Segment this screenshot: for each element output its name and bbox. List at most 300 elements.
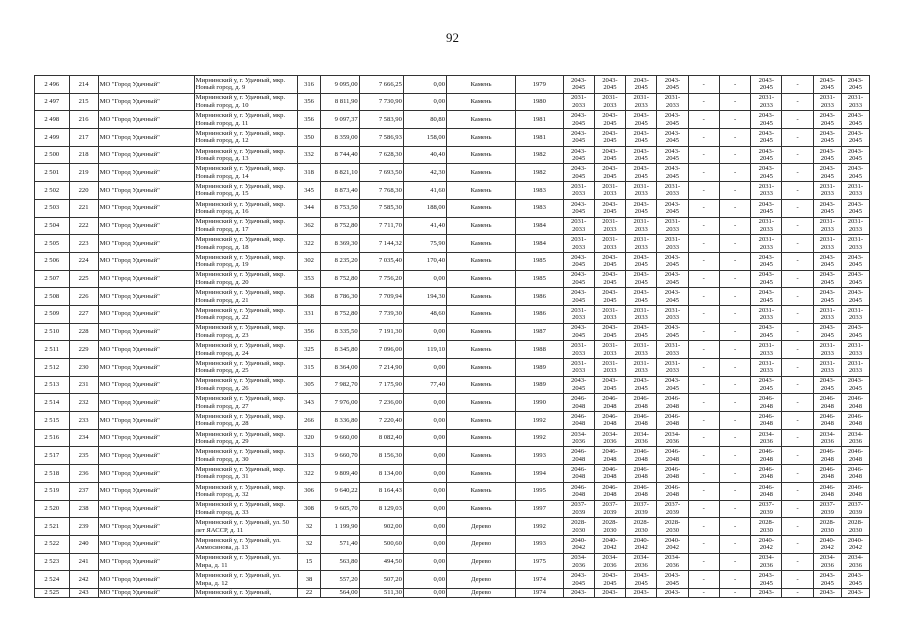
cell-municipality: МО "Город Удачный" [98,93,194,111]
cell-residents: 368 [298,288,321,306]
cell-work-period-2: 2046-2048 [594,482,625,500]
cell-total-area: 8 753,50 [320,199,359,217]
cell-wall-material: Камень [447,76,516,94]
cell-object-number: 237 [69,482,98,500]
cell-address: Мирнинский у, г. Удачный, мкр. Новый город, д. 18 [194,235,298,253]
cell-residents: 302 [298,252,321,270]
table-row [35,288,870,306]
cell-address: Мирнинский у, г. Удачный, мкр. Новый город, д. 19 [194,252,298,270]
cell-nonresidential-area: 119,10 [403,341,446,359]
cell-work-period-5: - [688,429,719,447]
cell-work-period-5: - [688,412,719,430]
cell-living-area: 8 129,03 [359,500,403,518]
cell-year-built: 1982 [516,164,563,182]
table-row [35,323,870,341]
cell-work-period-5: - [688,394,719,412]
cell-row-number: 2 507 [35,270,70,288]
cell-year-built: 1974 [516,571,563,589]
cell-wall-material: Камень [447,323,516,341]
cell-work-period-10: 2043-2045 [841,252,869,270]
cell-nonresidential-area: 42,30 [403,164,446,182]
cell-work-period-9: 2046-2048 [813,412,841,430]
cell-address: Мирнинский у, г. Удачный, [194,588,298,597]
cell-work-period-8: - [782,305,813,323]
cell-work-period-10: 2031-2033 [841,182,869,200]
cell-work-period-7: 2040-2042 [751,535,782,553]
table-body [35,76,870,598]
cell-living-area: 7 586,93 [359,129,403,147]
cell-object-number: 215 [69,93,98,111]
cell-work-period-10: 2031-2033 [841,217,869,235]
cell-work-period-6: - [719,465,750,483]
cell-residents: 322 [298,465,321,483]
cell-nonresidential-area: 0,00 [403,553,446,571]
cell-work-period-8: - [782,429,813,447]
table-row [35,394,870,412]
cell-work-period-4: 2043-2045 [657,199,688,217]
cell-work-period-3: 2046-2048 [626,482,657,500]
cell-nonresidential-area: 188,00 [403,199,446,217]
cell-work-period-5: - [688,465,719,483]
cell-work-period-8: - [782,164,813,182]
cell-work-period-1: 2031-2033 [563,359,594,377]
cell-address: Мирнинский у, г. Удачный, мкр. Новый город, д. 10 [194,93,298,111]
cell-wall-material: Камень [447,270,516,288]
table-row [35,111,870,129]
table-row [35,164,870,182]
cell-nonresidential-area: 0,00 [403,500,446,518]
cell-work-period-9: 2028-2030 [813,518,841,536]
cell-work-period-2: 2043-2045 [594,164,625,182]
cell-living-area: 7 035,40 [359,252,403,270]
cell-address: Мирнинский у, г. Удачный, мкр. Новый город, д. 14 [194,164,298,182]
cell-wall-material: Камень [447,447,516,465]
cell-year-built: 1993 [516,447,563,465]
cell-year-built: 1979 [516,76,563,94]
cell-work-period-4: 2043- [657,588,688,597]
cell-work-period-7: 2028-2030 [751,518,782,536]
cell-work-period-6: - [719,553,750,571]
cell-address: Мирнинский у, г. Удачный, мкр. Новый город, д. 24 [194,341,298,359]
cell-work-period-6: - [719,447,750,465]
cell-work-period-1: 2031-2033 [563,182,594,200]
cell-work-period-7: 2031-2033 [751,217,782,235]
table-row [35,129,870,147]
cell-living-area: 7 096,00 [359,341,403,359]
cell-row-number: 2 523 [35,553,70,571]
cell-wall-material: Камень [447,412,516,430]
cell-total-area: 8 821,10 [320,164,359,182]
cell-work-period-6: - [719,270,750,288]
cell-living-area: 7 191,30 [359,323,403,341]
cell-year-built: 1988 [516,341,563,359]
cell-work-period-9: 2043-2045 [813,164,841,182]
cell-living-area: 8 156,30 [359,447,403,465]
cell-year-built: 1981 [516,111,563,129]
cell-living-area: 8 164,43 [359,482,403,500]
cell-address: Мирнинский у, г. Удачный, мкр. Новый город, д. 11 [194,111,298,129]
cell-residents: 325 [298,341,321,359]
cell-work-period-4: 2031-2033 [657,359,688,377]
cell-work-period-7: 2046-2048 [751,447,782,465]
cell-work-period-9: 2043-2045 [813,146,841,164]
cell-total-area: 7 982,70 [320,376,359,394]
cell-work-period-6: - [719,164,750,182]
cell-work-period-10: 2043-2045 [841,323,869,341]
cell-total-area: 9 605,70 [320,500,359,518]
cell-work-period-1: 2043-2045 [563,571,594,589]
cell-object-number: 214 [69,76,98,94]
cell-work-period-10: 2043-2045 [841,571,869,589]
cell-work-period-4: 2031-2033 [657,182,688,200]
cell-wall-material: Камень [447,465,516,483]
cell-work-period-2: 2046-2048 [594,465,625,483]
cell-work-period-1: 2043-2045 [563,323,594,341]
cell-municipality: МО "Город Удачный" [98,129,194,147]
cell-work-period-7: 2043-2045 [751,288,782,306]
cell-work-period-10: 2046-2048 [841,394,869,412]
cell-address: Мирнинский у, г. Удачный, мкр. Новый город, д. 27 [194,394,298,412]
cell-object-number: 235 [69,447,98,465]
cell-municipality: МО "Город Удачный" [98,235,194,253]
cell-residents: 320 [298,429,321,447]
cell-work-period-6: - [719,323,750,341]
cell-nonresidential-area: 41,60 [403,182,446,200]
cell-nonresidential-area: 0,00 [403,359,446,377]
cell-nonresidential-area: 0,00 [403,76,446,94]
cell-work-period-6: - [719,235,750,253]
cell-work-period-7: 2043-2045 [751,252,782,270]
cell-object-number: 225 [69,270,98,288]
cell-address: Мирнинский у, г. Удачный, мкр. Новый город, д. 16 [194,199,298,217]
cell-work-period-3: 2031-2033 [626,217,657,235]
cell-work-period-10: 2043-2045 [841,129,869,147]
cell-work-period-7: 2043-2045 [751,129,782,147]
cell-work-period-3: 2046-2048 [626,412,657,430]
cell-total-area: 571,40 [320,535,359,553]
cell-work-period-3: 2037-2039 [626,500,657,518]
cell-municipality: МО "Город Удачный" [98,270,194,288]
cell-wall-material: Камень [447,199,516,217]
cell-work-period-3: 2031-2033 [626,235,657,253]
cell-nonresidential-area: 0,00 [403,429,446,447]
cell-wall-material: Камень [447,182,516,200]
cell-wall-material: Камень [447,305,516,323]
cell-work-period-8: - [782,270,813,288]
table-row [35,376,870,394]
cell-work-period-3: 2043-2045 [626,376,657,394]
cell-work-period-10: 2040-2042 [841,535,869,553]
cell-work-period-9: 2031-2033 [813,182,841,200]
cell-address: Мирнинский у, г. Удачный, мкр. Новый город, д. 21 [194,288,298,306]
cell-municipality: МО "Город Удачный" [98,518,194,536]
cell-row-number: 2 504 [35,217,70,235]
cell-residents: 15 [298,553,321,571]
table-row [35,217,870,235]
cell-work-period-3: 2043-2045 [626,129,657,147]
cell-row-number: 2 516 [35,429,70,447]
cell-work-period-1: 2034-2036 [563,429,594,447]
cell-work-period-10: 2046-2048 [841,412,869,430]
cell-work-period-7: 2037-2039 [751,500,782,518]
cell-living-area: 7 756,20 [359,270,403,288]
cell-work-period-8: - [782,588,813,597]
cell-municipality: МО "Город Удачный" [98,429,194,447]
cell-row-number: 2 512 [35,359,70,377]
table-row [35,571,870,589]
cell-work-period-2: 2043-2045 [594,323,625,341]
cell-year-built: 1985 [516,252,563,270]
cell-row-number: 2 503 [35,199,70,217]
cell-year-built: 1986 [516,288,563,306]
cell-year-built: 1995 [516,482,563,500]
cell-nonresidential-area: 0,00 [403,482,446,500]
cell-work-period-5: - [688,447,719,465]
cell-work-period-2: 2043-2045 [594,288,625,306]
cell-municipality: МО "Город Удачный" [98,341,194,359]
cell-address: Мирнинский у, г. Удачный, мкр. Новый город, д. 15 [194,182,298,200]
cell-work-period-8: - [782,553,813,571]
cell-work-period-2: 2046-2048 [594,394,625,412]
table-row [35,359,870,377]
cell-work-period-3: 2043-2045 [626,164,657,182]
cell-work-period-3: 2031-2033 [626,341,657,359]
cell-work-period-6: - [719,199,750,217]
cell-work-period-8: - [782,465,813,483]
cell-work-period-10: 2043-2045 [841,146,869,164]
cell-nonresidential-area: 0,00 [403,571,446,589]
cell-residents: 344 [298,199,321,217]
cell-year-built: 1985 [516,270,563,288]
cell-work-period-3: 2043-2045 [626,323,657,341]
cell-work-period-8: - [782,182,813,200]
cell-work-period-10: 2034-2036 [841,553,869,571]
cell-row-number: 2 513 [35,376,70,394]
cell-municipality: МО "Город Удачный" [98,412,194,430]
cell-address: Мирнинский у, г. Удачный, ул. 50 лет ЯАССР, д. 11 [194,518,298,536]
cell-total-area: 8 345,80 [320,341,359,359]
cell-year-built: 1974 [516,588,563,597]
table-row [35,429,870,447]
cell-living-area: 500,60 [359,535,403,553]
cell-row-number: 2 498 [35,111,70,129]
cell-work-period-5: - [688,111,719,129]
cell-work-period-2: 2037-2039 [594,500,625,518]
cell-work-period-10: 2037-2039 [841,500,869,518]
cell-work-period-7: 2043-2045 [751,270,782,288]
cell-address: Мирнинский у, г. Удачный, мкр. Новый город, д. 32 [194,482,298,500]
cell-object-number: 241 [69,553,98,571]
cell-row-number: 2 518 [35,465,70,483]
cell-work-period-9: 2043-2045 [813,111,841,129]
cell-work-period-2: 2031-2033 [594,305,625,323]
page-number: 92 [446,30,459,45]
cell-work-period-5: - [688,76,719,94]
cell-address: Мирнинский у, г. Удачный, мкр. Новый город, д. 29 [194,429,298,447]
cell-work-period-3: 2043-2045 [626,146,657,164]
cell-living-area: 902,00 [359,518,403,536]
cell-work-period-4: 2043-2045 [657,129,688,147]
cell-total-area: 8 744,40 [320,146,359,164]
cell-work-period-3: 2040-2042 [626,535,657,553]
cell-living-area: 7 666,25 [359,76,403,94]
cell-nonresidential-area: 0,00 [403,270,446,288]
cell-work-period-3: 2043-2045 [626,76,657,94]
cell-work-period-10: 2028-2030 [841,518,869,536]
cell-work-period-2: 2043-2045 [594,199,625,217]
cell-work-period-5: - [688,146,719,164]
cell-work-period-8: - [782,76,813,94]
cell-work-period-4: 2043-2045 [657,111,688,129]
cell-residents: 32 [298,535,321,553]
cell-work-period-9: 2031-2033 [813,305,841,323]
cell-work-period-5: - [688,270,719,288]
cell-work-period-4: 2046-2048 [657,447,688,465]
cell-year-built: 1993 [516,535,563,553]
cell-work-period-6: - [719,482,750,500]
cell-total-area: 8 752,80 [320,270,359,288]
cell-nonresidential-area: 170,40 [403,252,446,270]
cell-work-period-6: - [719,588,750,597]
cell-work-period-2: 2046-2048 [594,412,625,430]
cell-work-period-6: - [719,93,750,111]
cell-work-period-1: 2031-2033 [563,305,594,323]
table-row [35,76,870,94]
cell-nonresidential-area: 0,00 [403,323,446,341]
cell-living-area: 7 739,30 [359,305,403,323]
cell-total-area: 8 369,30 [320,235,359,253]
cell-municipality: МО "Город Удачный" [98,146,194,164]
cell-living-area: 8 082,40 [359,429,403,447]
cell-work-period-5: - [688,235,719,253]
cell-work-period-7: 2043-2045 [751,164,782,182]
cell-work-period-9: 2043-2045 [813,376,841,394]
cell-year-built: 1994 [516,465,563,483]
cell-work-period-8: - [782,217,813,235]
cell-nonresidential-area: 0,00 [403,93,446,111]
cell-work-period-1: 2046-2048 [563,482,594,500]
cell-residents: 362 [298,217,321,235]
cell-object-number: 224 [69,252,98,270]
cell-nonresidential-area: 41,40 [403,217,446,235]
cell-total-area: 8 811,90 [320,93,359,111]
cell-work-period-9: 2031-2033 [813,93,841,111]
cell-work-period-10: 2043-2045 [841,288,869,306]
cell-row-number: 2 524 [35,571,70,589]
cell-row-number: 2 505 [35,235,70,253]
table-row [35,500,870,518]
cell-address: Мирнинский у, г. Удачный, мкр. Новый город, д. 22 [194,305,298,323]
cell-work-period-7: 2043-2045 [751,76,782,94]
cell-work-period-7: 2046-2048 [751,394,782,412]
cell-year-built: 1983 [516,182,563,200]
cell-living-area: 511,30 [359,588,403,597]
cell-total-area: 8 336,80 [320,412,359,430]
cell-work-period-1: 2043-2045 [563,129,594,147]
cell-work-period-5: - [688,129,719,147]
cell-year-built: 1989 [516,376,563,394]
cell-work-period-9: 2031-2033 [813,217,841,235]
cell-work-period-4: 2037-2039 [657,500,688,518]
cell-wall-material: Камень [447,93,516,111]
cell-work-period-9: 2046-2048 [813,447,841,465]
cell-work-period-4: 2043-2045 [657,571,688,589]
cell-total-area: 564,00 [320,588,359,597]
cell-work-period-2: 2031-2033 [594,235,625,253]
cell-work-period-2: 2043- [594,588,625,597]
cell-work-period-9: 2046-2048 [813,482,841,500]
cell-object-number: 234 [69,429,98,447]
table-row [35,518,870,536]
cell-work-period-9: 2043-2045 [813,288,841,306]
cell-work-period-1: 2043-2045 [563,376,594,394]
cell-municipality: МО "Город Удачный" [98,482,194,500]
cell-work-period-7: 2034-2036 [751,429,782,447]
cell-row-number: 2 508 [35,288,70,306]
cell-total-area: 9 660,00 [320,429,359,447]
cell-residents: 322 [298,235,321,253]
cell-work-period-10: 2031-2033 [841,305,869,323]
cell-residents: 356 [298,111,321,129]
cell-residents: 353 [298,270,321,288]
table-row [35,270,870,288]
cell-wall-material: Дерево [447,553,516,571]
cell-work-period-3: 2034-2036 [626,553,657,571]
cell-work-period-6: - [719,305,750,323]
cell-work-period-4: 2028-2030 [657,518,688,536]
cell-work-period-8: - [782,252,813,270]
cell-wall-material: Камень [447,129,516,147]
cell-work-period-3: 2031-2033 [626,182,657,200]
cell-year-built: 1980 [516,93,563,111]
cell-nonresidential-area: 0,00 [403,535,446,553]
cell-nonresidential-area: 40,40 [403,146,446,164]
cell-work-period-2: 2031-2033 [594,341,625,359]
cell-work-period-5: - [688,217,719,235]
cell-year-built: 1981 [516,129,563,147]
cell-wall-material: Дерево [447,518,516,536]
table-row [35,482,870,500]
cell-work-period-1: 2031-2033 [563,93,594,111]
cell-residents: 356 [298,93,321,111]
cell-object-number: 217 [69,129,98,147]
cell-work-period-9: 2046-2048 [813,465,841,483]
cell-row-number: 2 510 [35,323,70,341]
cell-residents: 345 [298,182,321,200]
cell-municipality: МО "Город Удачный" [98,217,194,235]
cell-work-period-4: 2034-2036 [657,429,688,447]
cell-work-period-3: 2043- [626,588,657,597]
cell-total-area: 9 660,70 [320,447,359,465]
cell-work-period-3: 2031-2033 [626,359,657,377]
cell-object-number: 222 [69,217,98,235]
cell-wall-material: Камень [447,164,516,182]
cell-work-period-8: - [782,341,813,359]
cell-year-built: 1982 [516,146,563,164]
cell-row-number: 2 500 [35,146,70,164]
cell-work-period-9: 2043-2045 [813,199,841,217]
cell-work-period-4: 2031-2033 [657,93,688,111]
cell-wall-material: Дерево [447,588,516,597]
cell-work-period-1: 2034-2036 [563,553,594,571]
cell-work-period-3: 2046-2048 [626,465,657,483]
cell-work-period-2: 2043-2045 [594,146,625,164]
cell-work-period-4: 2034-2036 [657,553,688,571]
cell-work-period-7: 2031-2033 [751,305,782,323]
cell-total-area: 8 364,00 [320,359,359,377]
cell-work-period-8: - [782,93,813,111]
cell-work-period-7: 2031-2033 [751,182,782,200]
